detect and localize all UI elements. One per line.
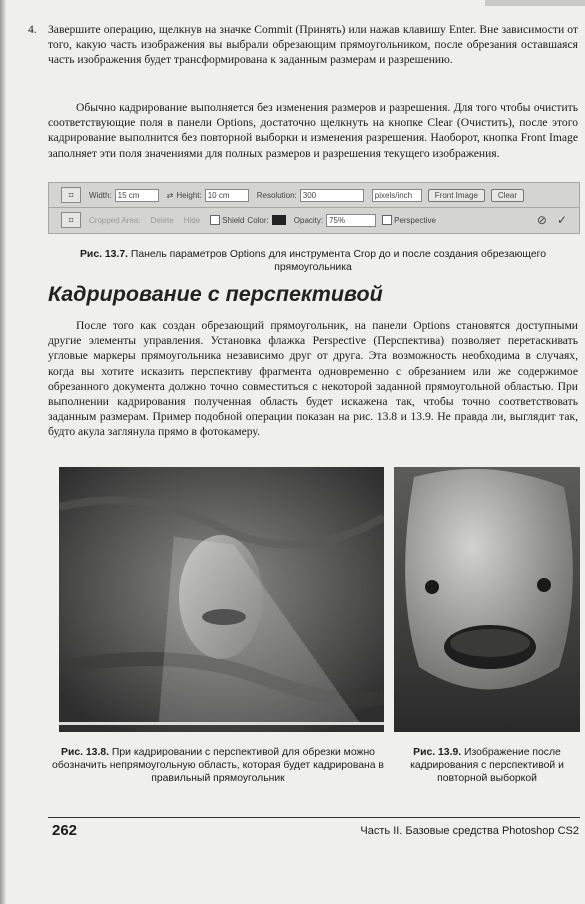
body-paragraph-perspective: После того как создан обрезающий прямоугольник, на панели Options становятся доступными другие элементы управления. Установка флажка Perspective (Перспектива) позволяет перетаскивать угловые маркеры прямоугольника независимо друг от друга. Эта возможность необходима в случаях, когда вы хотите исказить перспективу фрагмента одновременно с обрезанием или же содержимое обрезанного документа должно точно совместиться с некоторой заданной прямоугольной областью. При выполнении кадрирования полученная область будет искажена так, чтобы точно соответствовать заданным размерам. Пример подобной операции показан на рис. 13.8 и 13.9. Не правда ли, выглядит так, будто акула заглянула прямо в фотокамеру.	[48, 319, 578, 439]
figure-13-7-caption	[48, 248, 578, 274]
page-edge-shadow	[0, 0, 6, 904]
step-number: 4.	[28, 23, 37, 36]
options-bar-before	[49, 183, 579, 208]
delete-option[interactable]: Delete	[150, 215, 174, 225]
hide-option[interactable]: Hide	[183, 215, 201, 225]
running-footer: Часть II. Базовые средства Photoshop CS2	[360, 825, 579, 837]
width-label: Width:	[89, 190, 112, 200]
shield-label: Shield	[222, 215, 245, 225]
opacity-label: Opacity:	[293, 215, 324, 225]
step-4-text: Завершите операцию, щелкнув на значке Commit (Принять) или нажав клавишу Enter. Вне зависимости от того, какую часть изображения вы выбрали обрезающим прямоугольником, после обрезания оставшаяся часть изображения будет трансформирована к заданным размерам и разрешению.	[48, 23, 578, 67]
figure-13-7-text: Панель параметров Options для инструмента Crop до и после создания обрезающего прямоугольника	[130, 249, 546, 273]
step-4-paragraph	[28, 22, 578, 68]
figure-13-8-caption	[48, 746, 388, 785]
perspective-label: Perspective	[394, 215, 436, 225]
shield-checkbox[interactable]	[210, 215, 220, 225]
options-bar-after	[49, 208, 579, 232]
commit-icon[interactable]: ✓	[556, 213, 567, 227]
figure-13-8-text: При кадрировании с перспективой для обрезки можно обозначить непрямоугольную область, которая будет кадрирована в правильный прямоугольник	[52, 747, 384, 784]
figure-13-9-image	[394, 467, 580, 732]
crop-tool-icon-2[interactable]: ⌗	[61, 212, 81, 228]
body-paragraph-clear: Обычно кадрирование выполняется без изменения размеров и разрешения. Для того чтобы очистить соответствующие поля в панели Options, достаточно щелкнуть на кнопке Clear (Очистить), после этого кадрирование выполнится без повторной выборки и изменения разрешения. Наоборот, кнопка Front Image заполняет эти поля значениями для полных размеров и разрешения текущего изображения.	[48, 101, 578, 160]
opacity-field[interactable]: 75%	[326, 214, 376, 227]
resolution-label: Resolution:	[256, 190, 297, 200]
cancel-icon[interactable]: ⊘	[536, 213, 547, 227]
height-label: Height:	[176, 190, 202, 200]
section-heading: Кадрирование с перспективой	[48, 282, 383, 306]
figure-13-7-label: Рис. 13.7.	[80, 249, 128, 260]
swap-icon[interactable]: ⇄	[166, 190, 174, 200]
perspective-checkbox[interactable]	[382, 215, 392, 225]
figure-13-9-caption	[392, 746, 582, 785]
figure-13-9-text: Изображение после кадрирования с перспективой и повторной выборкой	[410, 747, 564, 784]
footer-divider	[48, 817, 580, 818]
resolution-field[interactable]: 300	[300, 189, 364, 202]
shield-color-swatch[interactable]	[272, 215, 286, 225]
page-corner-shadow	[485, 0, 585, 6]
cropped-area-label: Cropped Area:	[89, 215, 141, 225]
height-field[interactable]: 10 cm	[205, 189, 249, 202]
clear-button[interactable]: Clear	[491, 189, 524, 202]
crop-tool-icon[interactable]: ⌗	[61, 187, 81, 203]
figure-13-9-label: Рис. 13.9.	[413, 747, 462, 758]
front-image-button[interactable]: Front Image	[428, 189, 485, 202]
width-field[interactable]: 15 cm	[115, 189, 159, 202]
figure-13-8-image	[59, 467, 384, 732]
resolution-unit-select[interactable]: pixels/inch	[372, 189, 422, 202]
figure-13-8-label: Рис. 13.8.	[61, 747, 110, 758]
options-bar-figure	[48, 182, 580, 234]
page-number: 262	[52, 822, 78, 839]
color-label: Color:	[247, 215, 269, 225]
